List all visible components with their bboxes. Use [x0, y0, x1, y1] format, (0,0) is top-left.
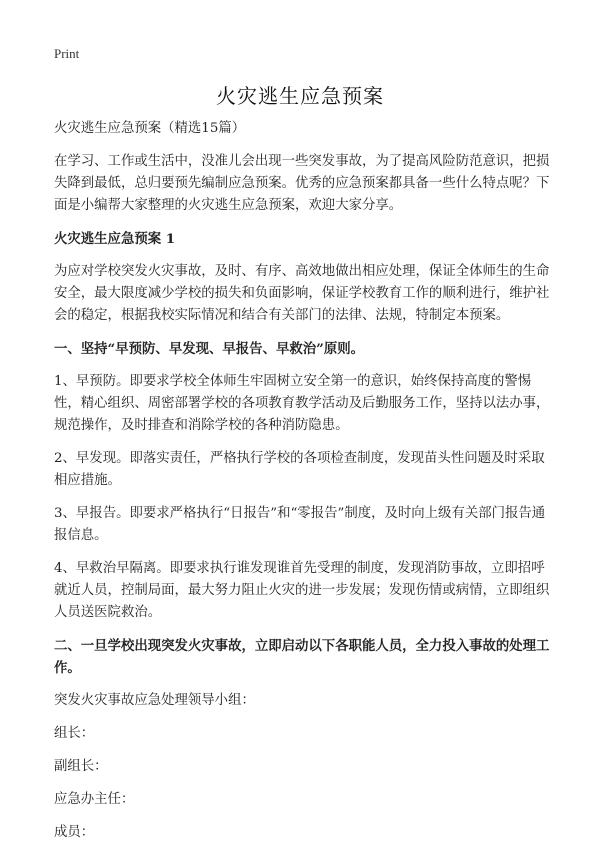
principle-item-1: 1、早预防。即要求学校全体师生牢固树立安全第一的意识，始终保持高度的警惕性，精心组织、周密部署学校的各项教育教学活动及后勤服务工作，坚持以法办事，规范操作，及时排查和消除学校的各种消防隐患。 — [54, 374, 550, 433]
principle-item-4: 4、早救治早隔离。即要求执行谁发现谁首先受理的制度，发现消防事故，立即招呼就近人员，控制局面，最大努力阻止火灾的进一步发展；发现伤情或病情，立即组织人员送医院救治。 — [54, 561, 550, 620]
document-title: 火灾逃生应急预案 — [216, 84, 384, 108]
document-body — [54, 118, 550, 855]
principle-item-3: 3、早报告。即要求严格执行“日报告”和“零报告”制度，及时向上级有关部门报告通报信息。 — [54, 506, 546, 543]
members-label: 成员： — [54, 825, 95, 840]
leader-group-label: 突发火灾事故应急处理领导小组： — [54, 693, 255, 708]
principle-item-2: 2、早发现。即落实责任，严格执行学校的各项检查制度，发现苗头性问题及时采取相应措施。 — [54, 451, 545, 488]
deputy-leader-label: 副组长： — [54, 759, 108, 774]
document-subtitle: 火灾逃生应急预案（精选15篇） — [54, 121, 246, 136]
print-link[interactable]: Print — [54, 46, 80, 61]
leader-label: 组长： — [54, 726, 95, 741]
response-heading: 二、一旦学校出现突发火灾事故，立即启动以下各职能人员，全力投入事故的处理工作。 — [54, 638, 550, 676]
section-title: 火灾逃生应急预案 1 — [54, 231, 176, 247]
section-intro-paragraph: 为应对学校突发火灾事故，及时、有序、高效地做出相应处理，保证全体师生的生命安全，最大限度减少学校的损失和负面影响，保证学校教育工作的顺利进行，维护社会的稳定，根据我校实际情况和结合有关部门的法律、法规，特制定本预案。 — [54, 264, 550, 323]
principle-heading: 一、坚持“早预防、早发现、早报告、早救治”原则。 — [54, 341, 364, 357]
intro-paragraph: 在学习、工作或生活中，没准儿会出现一些突发事故，为了提高风险防范意识，把损失降到最低，总归要预先编制应急预案。优秀的应急预案都具备一些什么特点呢？下面是小编帮大家整理的火灾逃生应急预案，欢迎大家分享。 — [54, 154, 550, 213]
office-director-label: 应急办主任： — [54, 792, 135, 807]
